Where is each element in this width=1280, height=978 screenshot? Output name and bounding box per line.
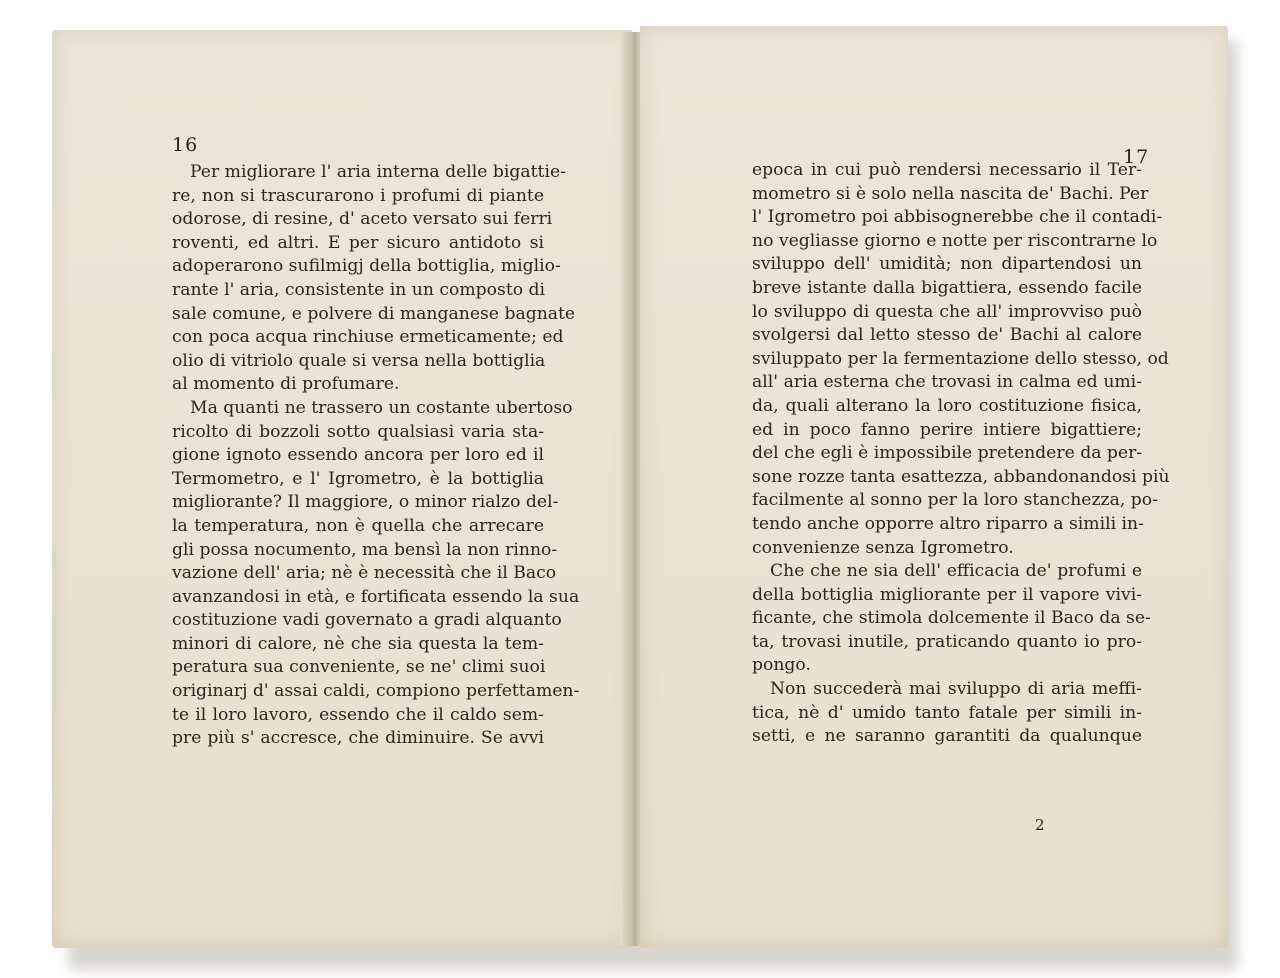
text-line: gli possa nocumento, ma bensì la non rinno- bbox=[172, 539, 558, 560]
left-page-text bbox=[172, 161, 580, 751]
text-line: Termometro, e l' Igrometro, è la bottiglia bbox=[172, 468, 544, 489]
text-line: sone rozze tanta esattezza, abbandonandosi più bbox=[752, 466, 1170, 487]
text-line: lo sviluppo di questa che all' improvviso può bbox=[752, 301, 1142, 322]
text-line: adoperarono sufilmigj della bottiglia, miglio- bbox=[172, 256, 561, 277]
text-line: la temperatura, non è quella che arrecare bbox=[172, 515, 544, 536]
right-page bbox=[640, 26, 1228, 948]
text-line: da, quali alterano la loro costituzione fisica, bbox=[752, 395, 1142, 416]
right-page-number: 17 bbox=[1123, 146, 1150, 168]
text-line: olio di vitriolo quale si versa nella bottiglia bbox=[172, 350, 546, 371]
text-line: pre più s' accresce, che diminuire. Se avvi bbox=[172, 728, 544, 749]
text-line: l' Igrometro poi abbisognerebbe che il contadi- bbox=[752, 207, 1163, 228]
text-line: pongo. bbox=[752, 655, 811, 676]
text-line: facilmente al sonno per la loro stanchezza, po- bbox=[752, 490, 1158, 511]
text-line: roventi, ed altri. E per sicuro antidoto si bbox=[172, 232, 544, 253]
text-line: della bottiglia migliorante per il vapore vivi- bbox=[752, 584, 1142, 605]
text-line: con poca acqua rinchiuse ermeticamente; ed bbox=[172, 327, 564, 348]
text-line: al momento di profumare. bbox=[172, 374, 400, 395]
text-line: originarj d' assai caldi, compiono perfettamen- bbox=[172, 681, 580, 702]
text-line: tendo anche opporre altro riparro a simili in- bbox=[752, 513, 1144, 534]
text-line: re, non si trascurarono i profumi di piante bbox=[172, 185, 544, 206]
text-line: costituzione vadi governato a gradi alquanto bbox=[172, 610, 562, 631]
text-line: sviluppo dell' umidità; non dipartendosi un bbox=[752, 254, 1142, 275]
text-line: epoca in cui può rendersi necessario il Ter- bbox=[752, 160, 1142, 180]
left-page bbox=[52, 30, 632, 948]
text-line: Che che ne sia dell' efficacia de' profumi e bbox=[770, 561, 1142, 582]
right-page-text bbox=[752, 159, 1170, 749]
text-line: ta, trovasi inutile, praticando quanto io pro- bbox=[752, 631, 1142, 652]
text-line: migliorante? Il maggiore, o minor rialzo del- bbox=[172, 492, 559, 513]
text-line: peratura sua conveniente, se ne' climi suoi bbox=[172, 657, 546, 678]
text-line: vazione dell' aria; nè è necessità che il Baco bbox=[172, 563, 557, 584]
left-page-number: 16 bbox=[172, 134, 199, 156]
text-line: del che egli è impossibile pretendere da per- bbox=[752, 443, 1143, 464]
text-line: sale comune, e polvere di manganese bagnate bbox=[172, 303, 576, 324]
text-line: rante l' aria, consistente in un composto di bbox=[172, 279, 546, 300]
text-line: Per migliorare l' aria interna delle bigattie- bbox=[190, 162, 566, 182]
text-line: breve istante dalla bigattiera, essendo facile bbox=[752, 277, 1142, 298]
signature-mark: 2 bbox=[1035, 816, 1045, 834]
text-line: gione ignoto essendo ancora per loro ed il bbox=[172, 445, 544, 466]
text-line: ed in poco fanno perire intiere bigattiere; bbox=[752, 419, 1142, 440]
text-line: Ma quanti ne trassero un costante ubertoso bbox=[190, 397, 573, 418]
text-line: Non succederà mai sviluppo di aria meffi- bbox=[770, 679, 1142, 700]
text-line: mometro si è solo nella nascita de' Bachi. Per bbox=[752, 183, 1149, 204]
text-line: no vegliasse giorno e notte per riscontrarne lo bbox=[752, 230, 1158, 251]
text-line: avanzandosi in età, e fortificata essendo la sua bbox=[172, 586, 580, 607]
text-line: ficante, che stimola dolcemente il Baco da se- bbox=[752, 608, 1151, 629]
text-line: odorose, di resine, d' aceto versato sui ferri bbox=[172, 209, 553, 230]
text-line: ricolto di bozzoli sotto qualsiasi varia sta- bbox=[172, 421, 544, 442]
text-line: setti, e ne saranno garantiti da qualunque bbox=[752, 726, 1142, 747]
text-line: svolgersi dal letto stesso de' Bachi al calore bbox=[752, 325, 1142, 346]
open-book bbox=[48, 26, 1228, 960]
text-line: minori di calore, nè che sia questa la tem- bbox=[172, 633, 544, 654]
text-line: sviluppato per la fermentazione dello stesso, od bbox=[752, 348, 1169, 369]
text-line: convenienze senza Igrometro. bbox=[752, 537, 1014, 558]
text-line: tica, nè d' umido tanto fatale per simili in- bbox=[752, 702, 1142, 723]
text-line: all' aria esterna che trovasi in calma ed umi- bbox=[752, 372, 1142, 393]
text-line: te il loro lavoro, essendo che il caldo sem- bbox=[172, 704, 544, 725]
